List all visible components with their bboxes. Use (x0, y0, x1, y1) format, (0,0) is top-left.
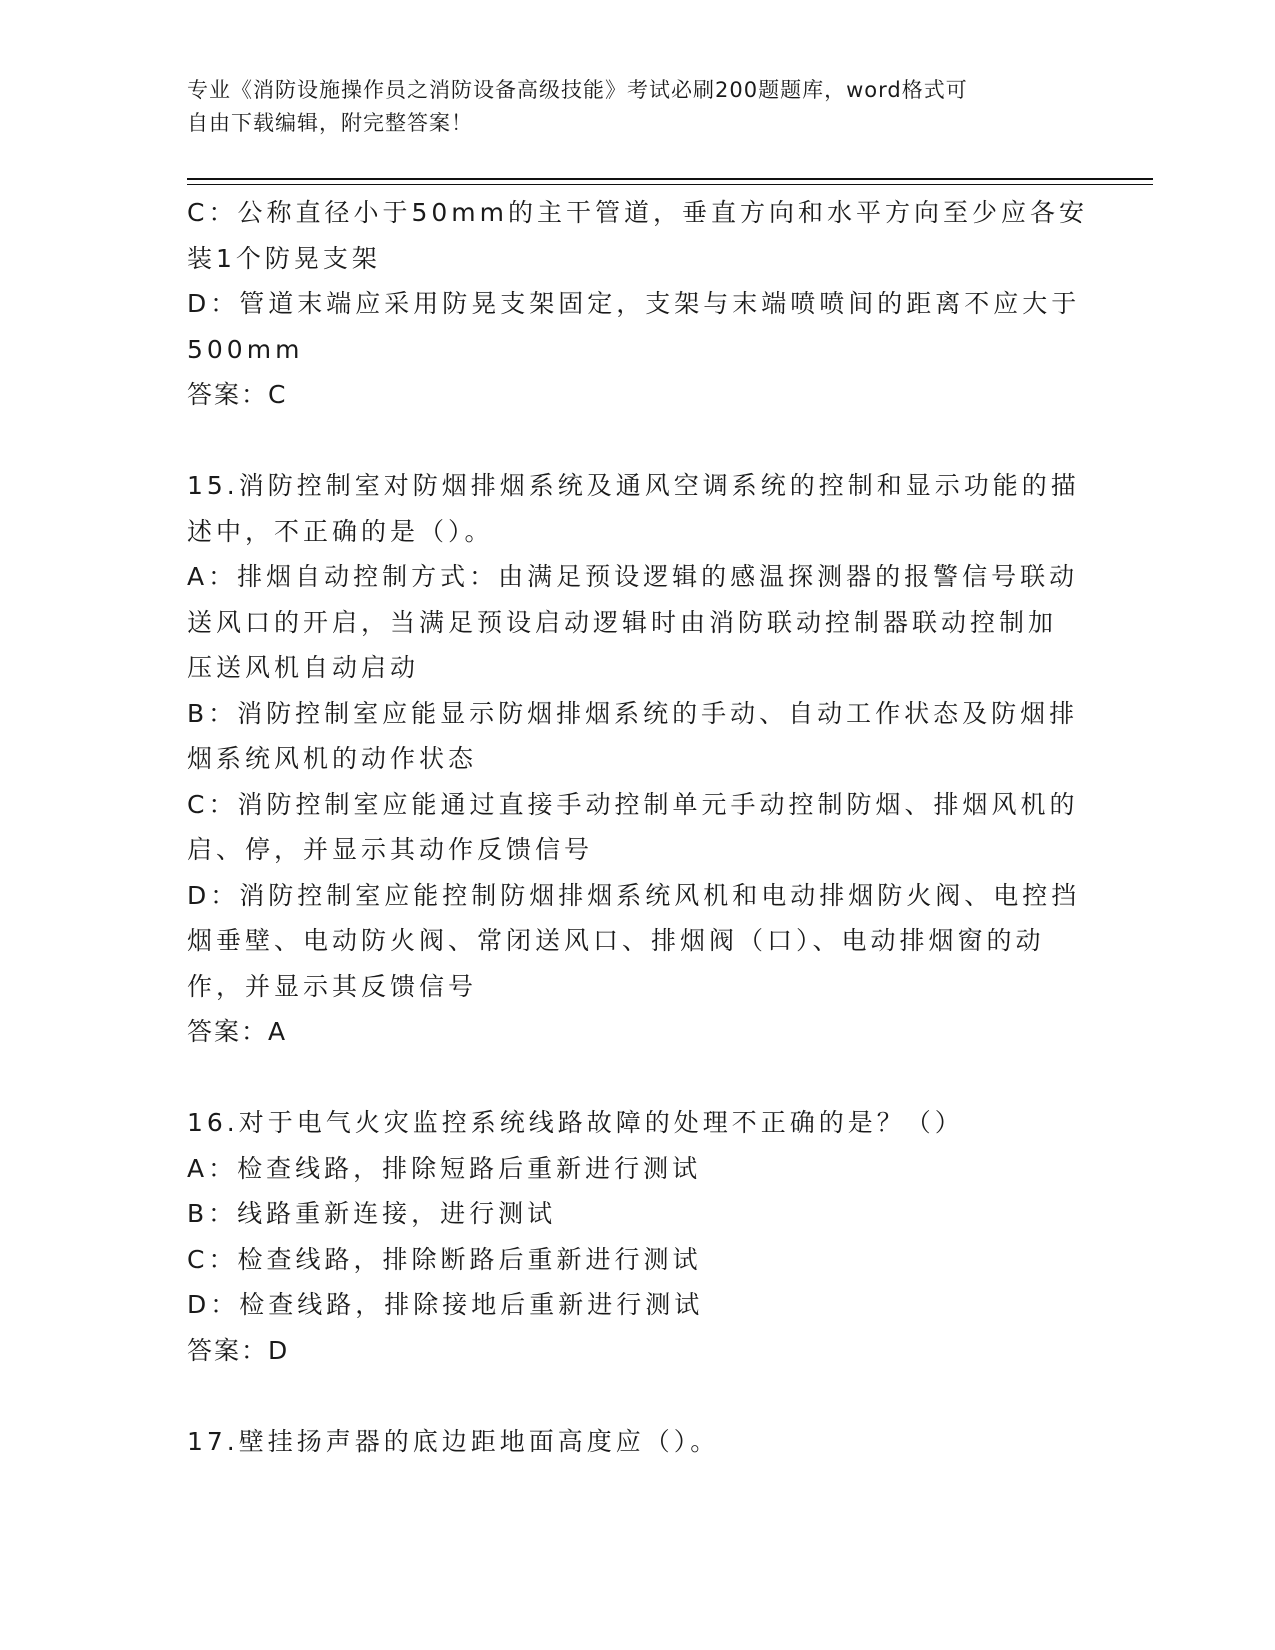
option-b-line-1: B：消防控制室应能显示防烟排烟系统的手动、自动工作状态及防烟排 (187, 698, 1079, 728)
spacer (187, 1373, 1067, 1419)
option-d-line-1: D：管道末端应采用防晃支架固定，支架与末端喷喷间的距离不应大于 (187, 289, 1081, 318)
header-divider-thin (187, 184, 1153, 185)
option-a-line-3: 压送风机自动启动 (187, 653, 420, 682)
option-b: B：线路重新连接，进行测试 (187, 1199, 557, 1228)
question-stem-line-2: 述中，不正确的是（）。 (187, 516, 494, 546)
header-line-1: 专业《消防设施操作员之消防设备高级技能》考试必刷200题题库，word格式可 (187, 78, 968, 102)
answer-line: 答案：A (187, 1017, 288, 1046)
option-d-line-2: 烟垂壁、电动防火阀、常闭送风口、排烟阀（口）、电动排烟窗的动 (187, 926, 1045, 955)
header-divider-thick (187, 178, 1153, 180)
option-d-line-2: 500mm (187, 334, 304, 364)
option-c-line-1: C：公称直径小于50mm的主干管道，垂直方向和水平方向至少应各安 (187, 198, 1088, 227)
option-c-line-1: C：消防控制室应能通过直接手动控制单元手动控制防烟、排烟风机的 (187, 789, 1079, 819)
option-a: A：检查线路，排除短路后重新进行测试 (187, 1153, 702, 1183)
question-stem: 16.对于电气火灾监控系统线路故障的处理不正确的是？（） (187, 1108, 964, 1137)
header-line-2: 自由下载编辑，附完整答案！ (187, 111, 473, 135)
option-b-line-2: 烟系统风机的动作状态 (187, 744, 478, 773)
question-content (187, 190, 1088, 1464)
question-16 (187, 1100, 1067, 1373)
question-stem-line-1: 15.消防控制室对防烟排烟系统及通风空调系统的控制和显示功能的描 (187, 471, 1080, 500)
option-d-line-1: D：消防控制室应能控制防烟排烟系统风机和电动排烟防火阀、电控挡 (187, 880, 1081, 910)
option-c-line-2: 装1个防晃支架 (187, 243, 381, 273)
spacer (187, 418, 1067, 464)
option-a-line-2: 送风口的开启，当满足预设启动逻辑时由消防联动控制器联动控制加 (187, 607, 1058, 637)
question-stem: 17.壁挂扬声器的底边距地面高度应（）。 (187, 1426, 720, 1456)
option-c: C：检查线路，排除断路后重新进行测试 (187, 1244, 702, 1274)
spacer (187, 1055, 1067, 1101)
option-d: D：检查线路，排除接地后重新进行测试 (187, 1290, 704, 1319)
question-14-tail (187, 190, 1088, 418)
answer-line: 答案：C (187, 380, 288, 409)
option-d-line-3: 作，并显示其反馈信号 (187, 971, 478, 1001)
answer-line: 答案：D (187, 1335, 290, 1365)
question-17 (187, 1419, 1067, 1465)
question-15 (187, 463, 1081, 1055)
option-a-line-1: A：排烟自动控制方式：由满足预设逻辑的感温探测器的报警信号联动 (187, 562, 1079, 591)
page-header (187, 74, 1067, 140)
option-c-line-2: 启、停，并显示其动作反馈信号 (187, 835, 594, 864)
